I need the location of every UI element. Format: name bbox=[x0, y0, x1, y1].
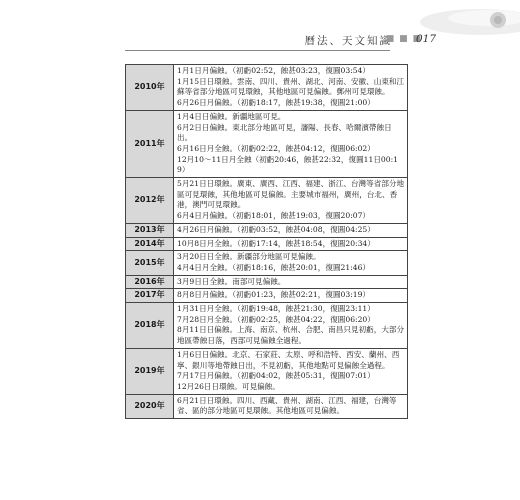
eclipse-table bbox=[125, 64, 408, 419]
table-row bbox=[126, 110, 408, 177]
header-rule bbox=[125, 50, 390, 51]
year-cell: 2014年 bbox=[126, 237, 174, 251]
events-cell bbox=[174, 348, 408, 394]
event-line: 6月16日月全蝕。（初虧02:22，蝕甚04:12，復圓06:02） bbox=[177, 143, 375, 153]
header-dots: ■ ■ ■ bbox=[385, 34, 422, 44]
running-header-title: 曆法、天文知識 bbox=[304, 35, 392, 47]
year-cell: 2018年 bbox=[126, 303, 174, 349]
table-row bbox=[126, 178, 408, 224]
event-line: 1月31日月全蝕。（初虧19:48，蝕甚21:30，復圓23:11） bbox=[177, 304, 375, 314]
events-cell bbox=[174, 289, 408, 303]
event-line: 12月26日日環蝕。可見偏蝕。 bbox=[177, 381, 280, 391]
events-cell bbox=[174, 110, 408, 177]
event-line: 4月4日月全蝕。（初虧18:16，蝕甚20:01，復圓21:46） bbox=[177, 262, 371, 272]
event-line: 3月9日日全蝕。南部可見偏蝕。 bbox=[177, 276, 286, 286]
event-line: 7月28日月全蝕。（初虧02:25，蝕甚04:22，復圓06:20） bbox=[177, 314, 375, 324]
year-cell: 2013年 bbox=[126, 223, 174, 237]
event-line: 6月26日月偏蝕。（初虧18:17，蝕甚19:38，復圓21:00） bbox=[177, 98, 375, 108]
events-cell bbox=[174, 237, 408, 251]
table-row bbox=[126, 237, 408, 251]
event-line: 6月4日月偏蝕。（初虧18:01，蝕甚19:03，復圓20:07） bbox=[177, 211, 371, 221]
events-cell bbox=[174, 178, 408, 224]
event-line: 3月20日日全蝕。新疆部分地區可見偏蝕。 bbox=[177, 252, 321, 262]
events-cell bbox=[174, 251, 408, 275]
table-row bbox=[126, 65, 408, 111]
events-cell bbox=[174, 303, 408, 349]
table-row bbox=[126, 303, 408, 349]
event-line: 10月8日月全蝕。（初虧17:14，蝕甚18:54，復圓20:34） bbox=[177, 238, 375, 248]
event-line: 8月11日日偏蝕。上海、南京、杭州、合肥、南昌只見初虧，大部分地區帶蝕日落，西部可見偏蝕全過程。 bbox=[177, 325, 405, 346]
event-line: 4月26日月偏蝕。（初虧03:52，蝕甚04:08，復圓04:25） bbox=[177, 224, 375, 234]
year-cell: 2016年 bbox=[126, 275, 174, 289]
event-line: 1月4日日偏蝕。新疆地區可見。 bbox=[177, 111, 286, 121]
table-row bbox=[126, 223, 408, 237]
table-row bbox=[126, 275, 408, 289]
year-cell: 2010年 bbox=[126, 65, 174, 111]
event-line: 8月8日月偏蝕。（初虧01:23，蝕甚02:21，復圓03:19） bbox=[177, 290, 371, 300]
page-number: 017 bbox=[415, 33, 436, 45]
table-row bbox=[126, 394, 408, 418]
year-cell: 2012年 bbox=[126, 178, 174, 224]
eclipse-table-body bbox=[126, 65, 408, 419]
year-cell: 2011年 bbox=[126, 110, 174, 177]
table-row bbox=[126, 348, 408, 394]
event-line: 7月17日月偏蝕。（初虧04:02，蝕甚05:31，復圓07:01） bbox=[177, 371, 375, 381]
events-cell bbox=[174, 394, 408, 418]
events-cell bbox=[174, 223, 408, 237]
events-cell bbox=[174, 65, 408, 111]
table-row bbox=[126, 289, 408, 303]
event-line: 6月21日日環蝕。四川、西藏、貴州、湖南、江西、福建，台灣等省、區的部分地區可見環蝕。其他地區可見偏蝕。 bbox=[177, 395, 397, 416]
event-line: 6月2日日偏蝕。東北部分地區可見，瀋陽、長春、哈爾濱帶蝕日出。 bbox=[177, 122, 392, 143]
event-line: 1月1日月偏蝕。（初虧02:52，蝕甚03:23，復圓03:54） bbox=[177, 66, 371, 75]
event-line: 12月10～11日月全蝕（初虧20:46，蝕甚22:32，復圓11日00:19） bbox=[177, 154, 398, 175]
year-cell: 2017年 bbox=[126, 289, 174, 303]
event-line: 1月15日日環蝕。雲南、四川、貴州、湖北、河南、安徽、山東和江蘇等省部分地區可見環蝕，其他地區可見偏蝕。郵州可見環蝕。 bbox=[177, 76, 405, 97]
events-cell bbox=[174, 275, 408, 289]
table-row bbox=[126, 251, 408, 275]
event-line: 1月6日日偏蝕。北京、石家莊、太原、呼和浩特、西安、蘭州、西寧、銀川等地帶蝕日出，不見初虧，其他地點可見偏蝕全過程。 bbox=[177, 349, 400, 370]
year-cell: 2019年 bbox=[126, 348, 174, 394]
year-cell: 2015年 bbox=[126, 251, 174, 275]
event-line: 5月21日日環蝕。廣東、廣西、江西、福建、浙江、台灣等省部分地區可見環蝕，其他地區可見偏蝕。主要城市福州，廣州，台北、香港，澳門可見環蝕。 bbox=[177, 179, 405, 210]
year-cell: 2020年 bbox=[126, 394, 174, 418]
